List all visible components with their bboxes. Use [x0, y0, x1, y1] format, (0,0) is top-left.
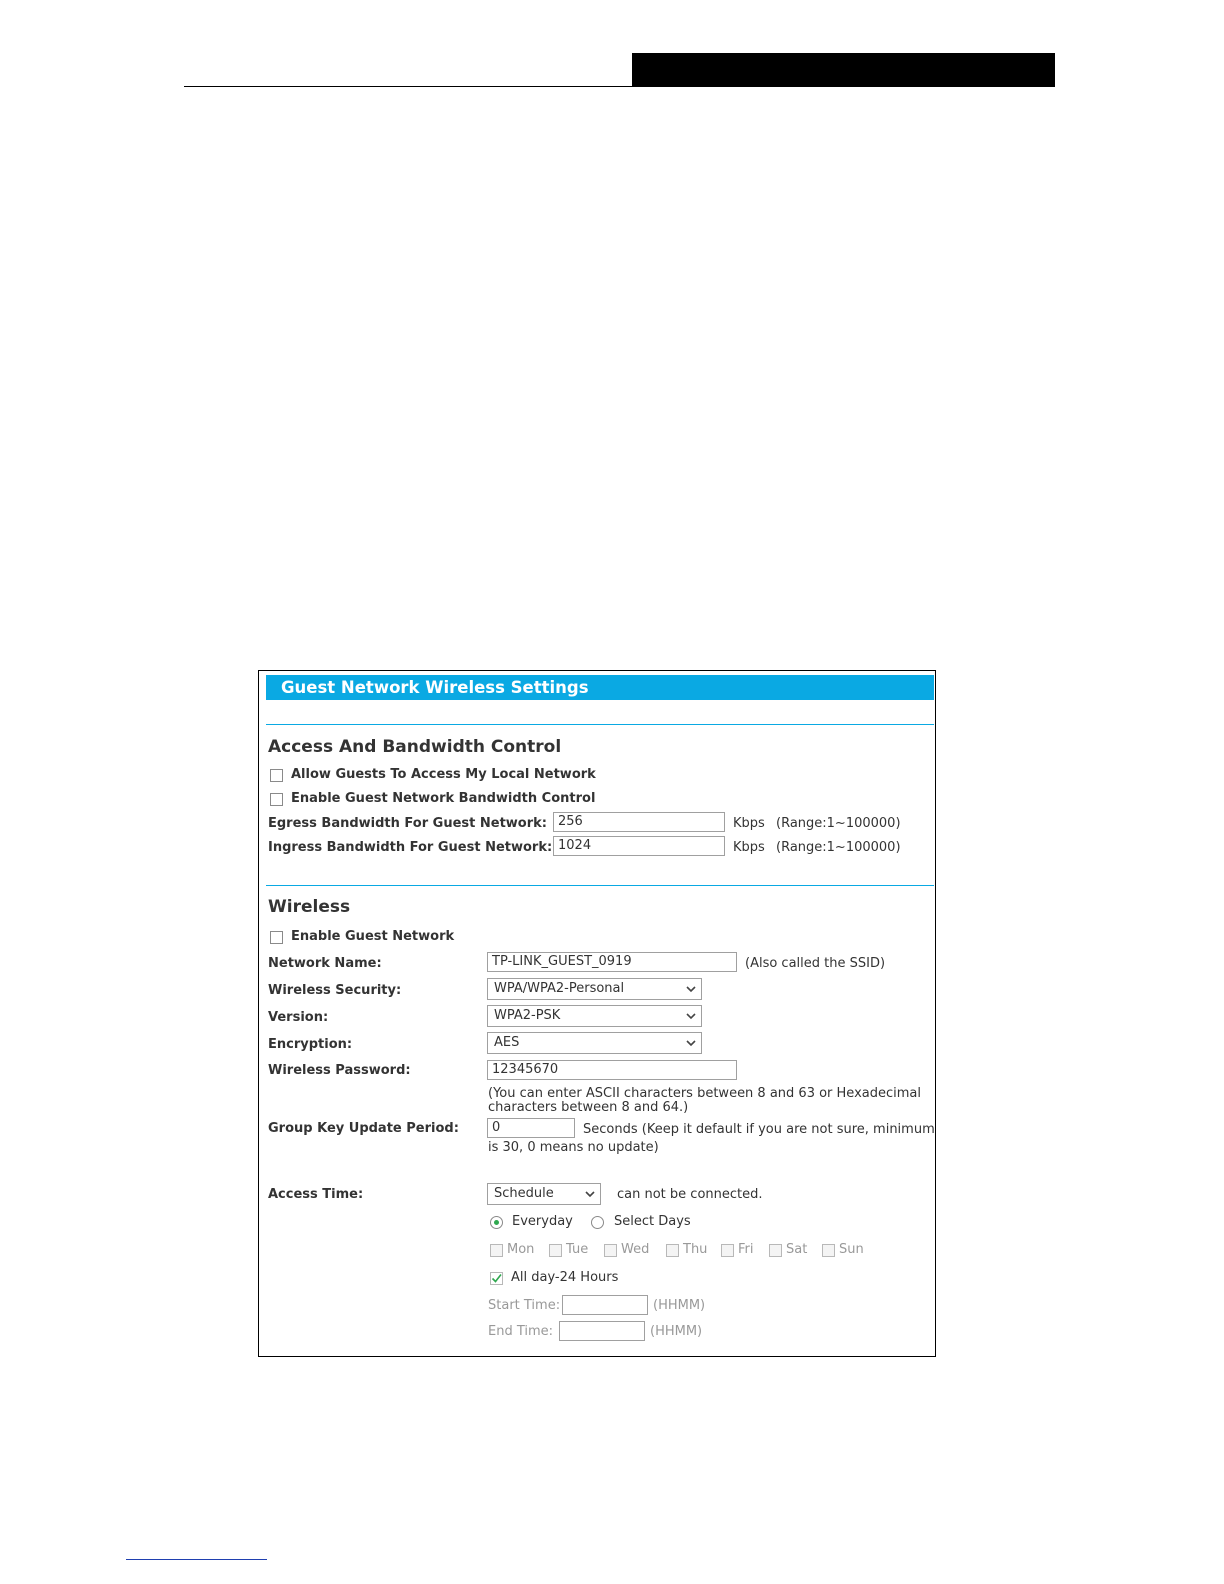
encryption-value: AES [494, 1035, 520, 1050]
allow-local-checkbox[interactable] [270, 769, 283, 782]
end-time-input[interactable] [559, 1321, 645, 1341]
chevron-down-icon [685, 1010, 697, 1022]
day-sat-label: Sat [786, 1242, 808, 1257]
day-thu-checkbox[interactable] [666, 1244, 679, 1257]
access-time-value: Schedule [494, 1186, 554, 1201]
radio-selected-dot [494, 1220, 499, 1225]
day-thu-label: Thu [683, 1242, 708, 1257]
group-key-input[interactable]: 0 [487, 1118, 575, 1138]
divider [266, 724, 934, 725]
egress-input[interactable]: 256 [553, 812, 725, 832]
ingress-range: (Range:1~100000) [776, 840, 901, 855]
end-time-label: End Time: [488, 1324, 554, 1339]
day-fri-checkbox[interactable] [721, 1244, 734, 1257]
wireless-section-title: Wireless [268, 897, 351, 917]
version-label: Version: [268, 1010, 329, 1025]
encryption-select[interactable] [487, 1032, 702, 1054]
enable-guest-network-label: Enable Guest Network [291, 929, 455, 944]
guest-network-panel [258, 670, 936, 1357]
network-name-label: Network Name: [268, 956, 382, 971]
password-label: Wireless Password: [268, 1063, 411, 1078]
all-day-label: All day-24 Hours [511, 1270, 619, 1285]
all-day-checkbox[interactable] [490, 1272, 503, 1285]
ingress-label: Ingress Bandwidth For Guest Network: [268, 840, 553, 855]
footer-link-underline [126, 1559, 267, 1560]
version-value: WPA2-PSK [494, 1008, 561, 1023]
group-key-hint-line1: Seconds (Keep it default if you are not sure, minimum [583, 1122, 935, 1137]
allow-local-label: Allow Guests To Access My Local Network [291, 767, 596, 782]
day-wed-checkbox[interactable] [604, 1244, 617, 1257]
group-key-label: Group Key Update Period: [268, 1121, 459, 1136]
checkmark-icon [491, 1273, 502, 1284]
select-days-label: Select Days [614, 1214, 691, 1229]
bandwidth-control-label: Enable Guest Network Bandwidth Control [291, 791, 596, 806]
password-hint-line1: (You can enter ASCII characters between 8 and 63 or Hexadecimal [488, 1086, 921, 1101]
security-value: WPA/WPA2-Personal [494, 981, 625, 996]
access-time-select[interactable] [487, 1183, 601, 1205]
egress-unit: Kbps [733, 816, 765, 831]
encryption-label: Encryption: [268, 1037, 353, 1052]
day-mon-checkbox[interactable] [490, 1244, 503, 1257]
chevron-down-icon [685, 1037, 697, 1049]
security-label: Wireless Security: [268, 983, 402, 998]
chevron-down-icon [584, 1188, 596, 1200]
divider [266, 885, 934, 886]
access-section-title: Access And Bandwidth Control [268, 737, 562, 757]
start-time-unit: (HHMM) [653, 1298, 706, 1313]
start-time-label: Start Time: [488, 1298, 561, 1313]
start-time-input[interactable] [562, 1295, 648, 1315]
panel-title: Guest Network Wireless Settings [266, 675, 934, 700]
everyday-label: Everyday [512, 1214, 573, 1229]
password-hint-line2: characters between 8 and 64.) [488, 1100, 689, 1115]
everyday-radio[interactable] [490, 1216, 503, 1229]
day-tue-checkbox[interactable] [549, 1244, 562, 1257]
enable-guest-network-checkbox[interactable] [270, 931, 283, 944]
select-days-radio[interactable] [591, 1216, 604, 1229]
day-sat-checkbox[interactable] [769, 1244, 782, 1257]
egress-range: (Range:1~100000) [776, 816, 901, 831]
day-mon-label: Mon [507, 1242, 535, 1257]
header-rule [184, 86, 1055, 87]
security-select[interactable] [487, 978, 702, 1000]
day-fri-label: Fri [738, 1242, 754, 1257]
header-black-bar [632, 53, 1055, 87]
egress-label: Egress Bandwidth For Guest Network: [268, 816, 547, 831]
ingress-input[interactable]: 1024 [553, 836, 725, 856]
group-key-hint-line2: is 30, 0 means no update) [488, 1140, 659, 1155]
day-sun-label: Sun [839, 1242, 864, 1257]
version-select[interactable] [487, 1005, 702, 1027]
day-wed-label: Wed [621, 1242, 650, 1257]
day-sun-checkbox[interactable] [822, 1244, 835, 1257]
bandwidth-control-checkbox[interactable] [270, 793, 283, 806]
access-time-label: Access Time: [268, 1187, 364, 1202]
day-tue-label: Tue [566, 1242, 589, 1257]
ingress-unit: Kbps [733, 840, 765, 855]
end-time-unit: (HHMM) [650, 1324, 703, 1339]
access-time-hint: can not be connected. [617, 1187, 763, 1202]
password-input[interactable]: 12345670 [487, 1060, 737, 1080]
network-name-input[interactable]: TP-LINK_GUEST_0919 [487, 952, 737, 972]
chevron-down-icon [685, 983, 697, 995]
ssid-hint: (Also called the SSID) [745, 956, 886, 971]
